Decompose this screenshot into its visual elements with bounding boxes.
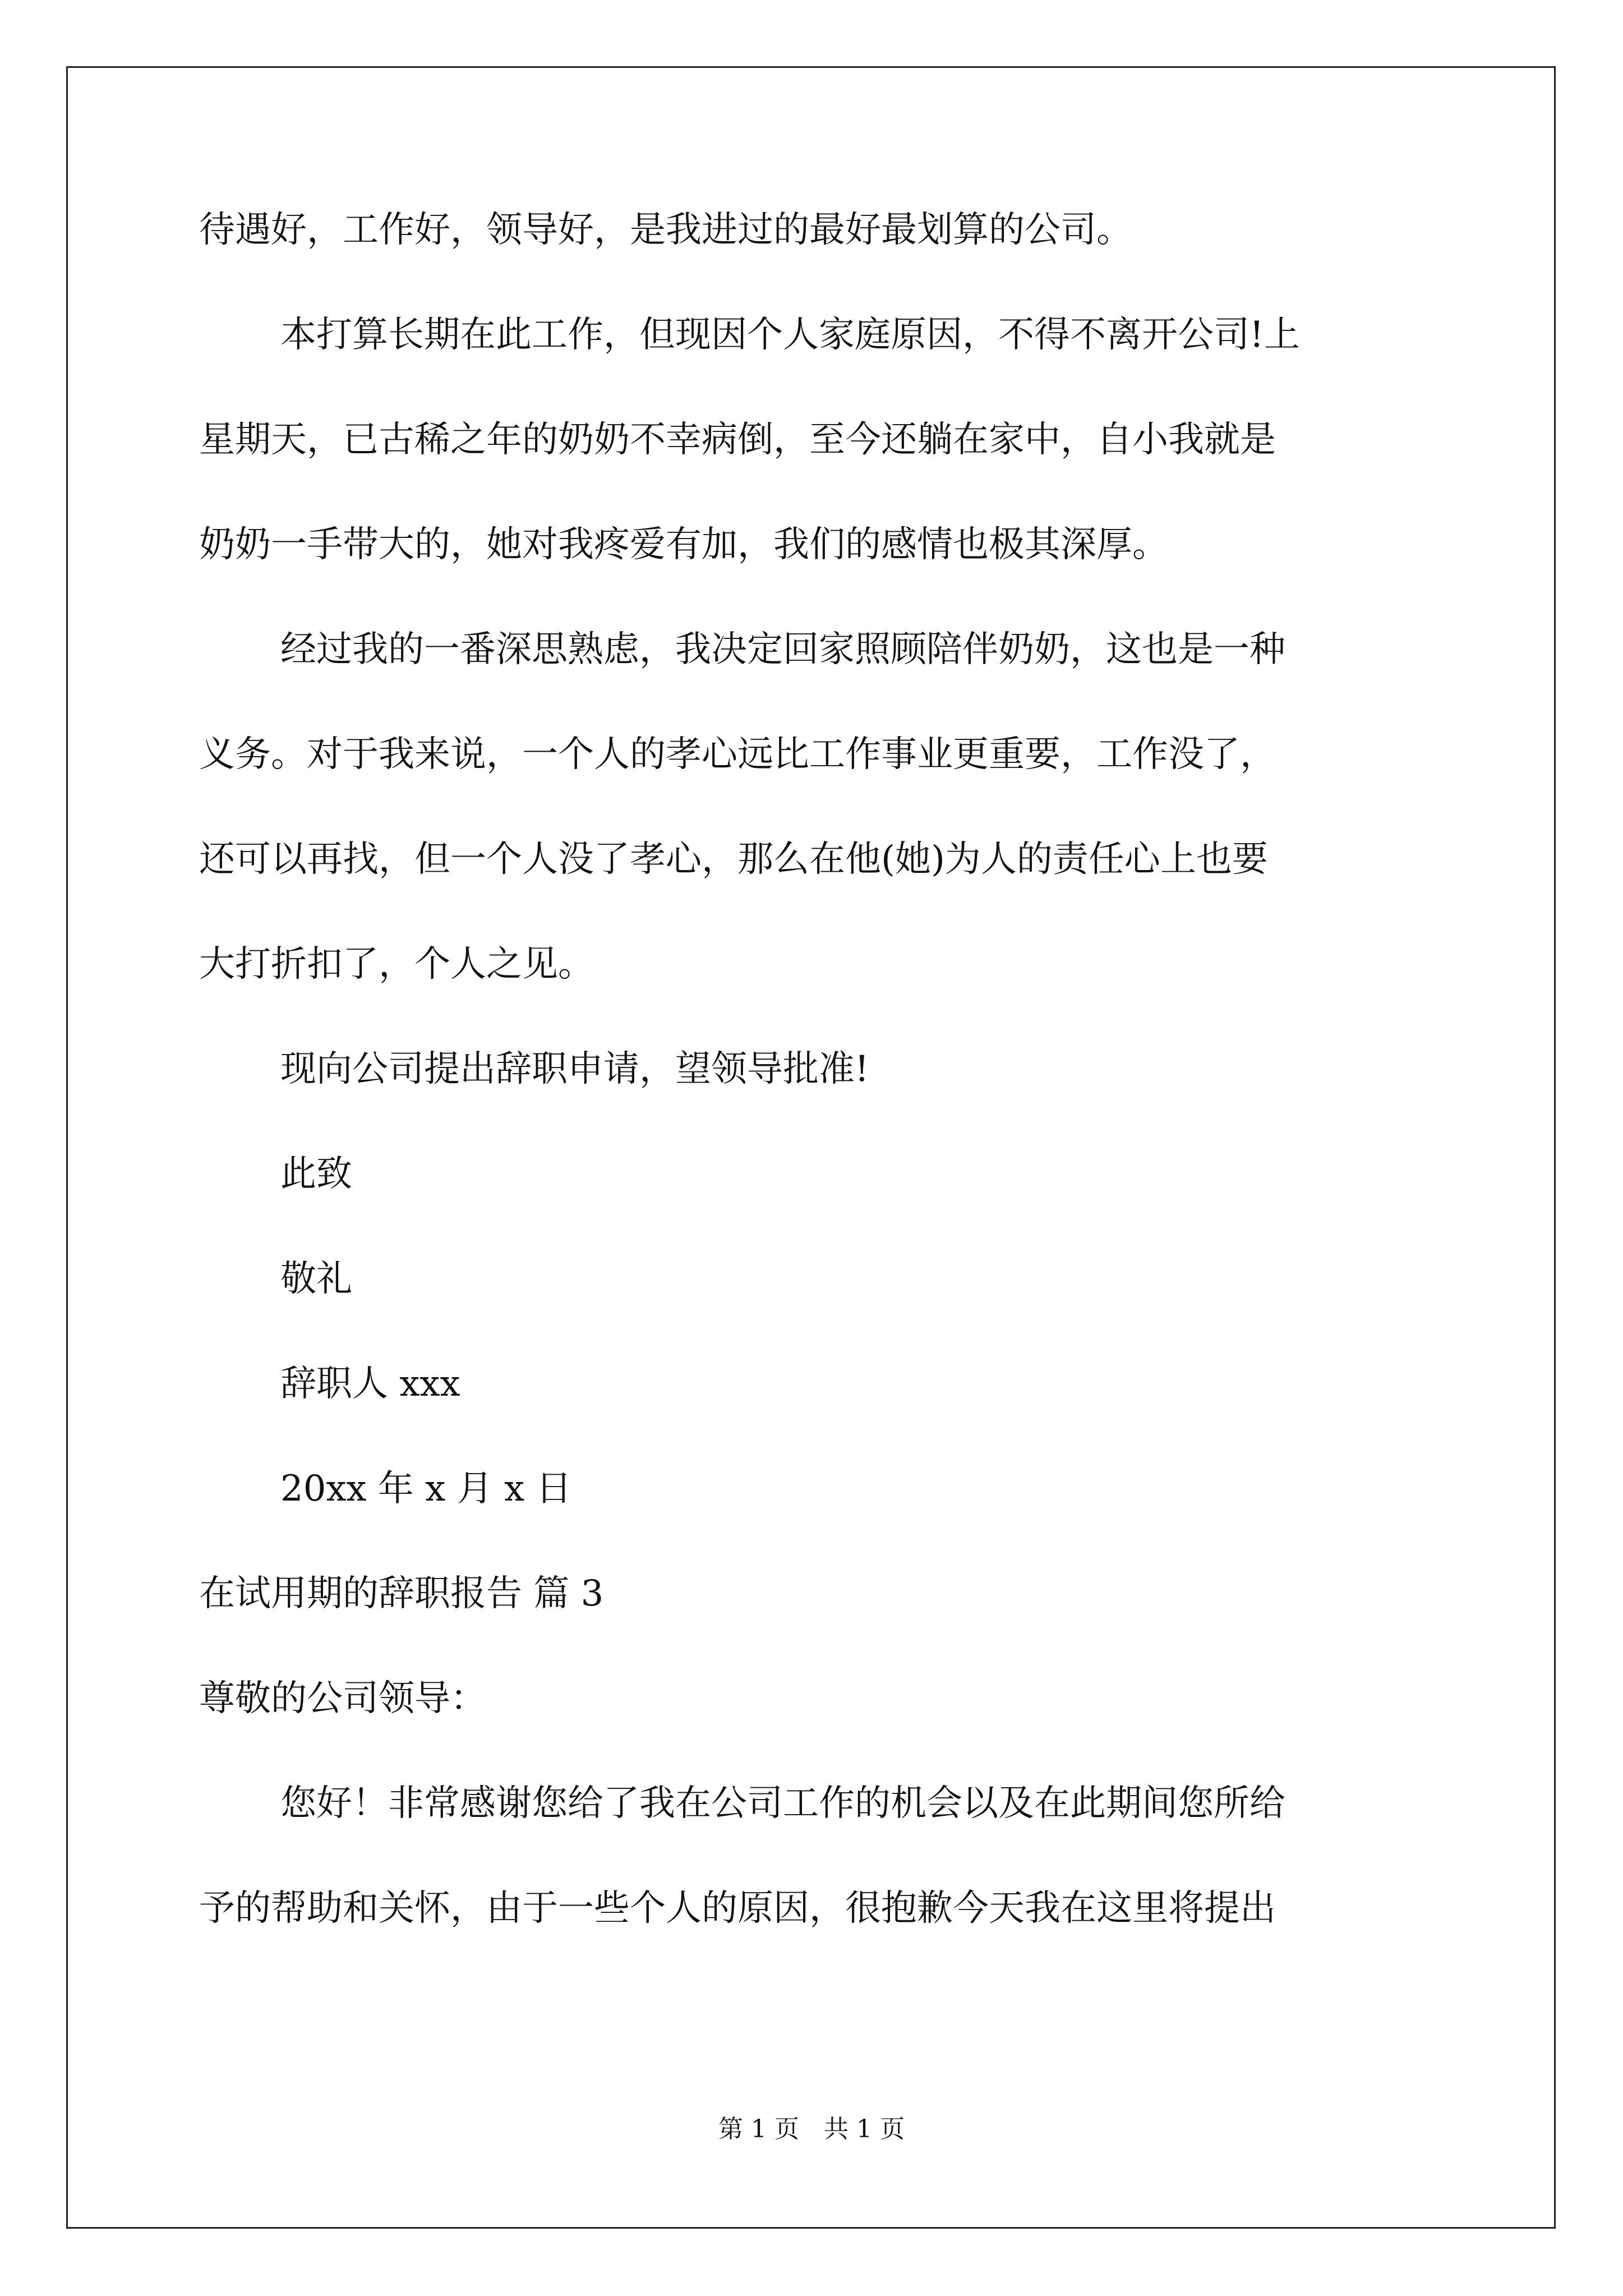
section-heading: 在试用期的辞职报告 篇 3 <box>199 1573 604 1614</box>
text-line: 义务。对于我来说，一个人的孝心远比工作事业更重要，工作没了， <box>199 734 1276 775</box>
text-line: 经过我的一番深思熟虑，我决定回家照顾陪伴奶奶，这也是一种 <box>280 629 1285 670</box>
text-line: 星期天，已古稀之年的奶奶不幸病倒，至今还躺在家中，自小我就是 <box>199 419 1276 461</box>
text-line: 大打折扣了，个人之见。 <box>199 944 594 985</box>
closing-regards: 敬礼 <box>280 1258 352 1300</box>
text-line: 现向公司提出辞职申请，望领导批准! <box>280 1048 869 1090</box>
text-line: 您好！非常感谢您给了我在公司工作的机会以及在此期间您所给 <box>280 1783 1285 1824</box>
page-footer: 第 1 页 共 1 页 <box>718 2115 905 2143</box>
closing-salutation: 此致 <box>280 1153 352 1195</box>
text-line: 奶奶一手带大的，她对我疼爱有加，我们的感情也极其深厚。 <box>199 524 1168 565</box>
text-line: 还可以再找，但一个人没了孝心，那么在他(她)为人的责任心上也要 <box>199 839 1268 880</box>
text-line: 予的帮助和关怀，由于一些个人的原因，很抱歉今天我在这里将提出 <box>199 1888 1276 1929</box>
greeting: 尊敬的公司领导： <box>199 1678 486 1719</box>
signature: 辞职人 xxx <box>280 1363 460 1405</box>
text-line: 本打算长期在此工作，但现因个人家庭原因，不得不离开公司!上 <box>280 314 1300 356</box>
date: 20xx 年 x 月 x 日 <box>280 1468 572 1510</box>
text-line: 待遇好，工作好，领导好，是我进过的最好最划算的公司。 <box>199 209 1132 251</box>
